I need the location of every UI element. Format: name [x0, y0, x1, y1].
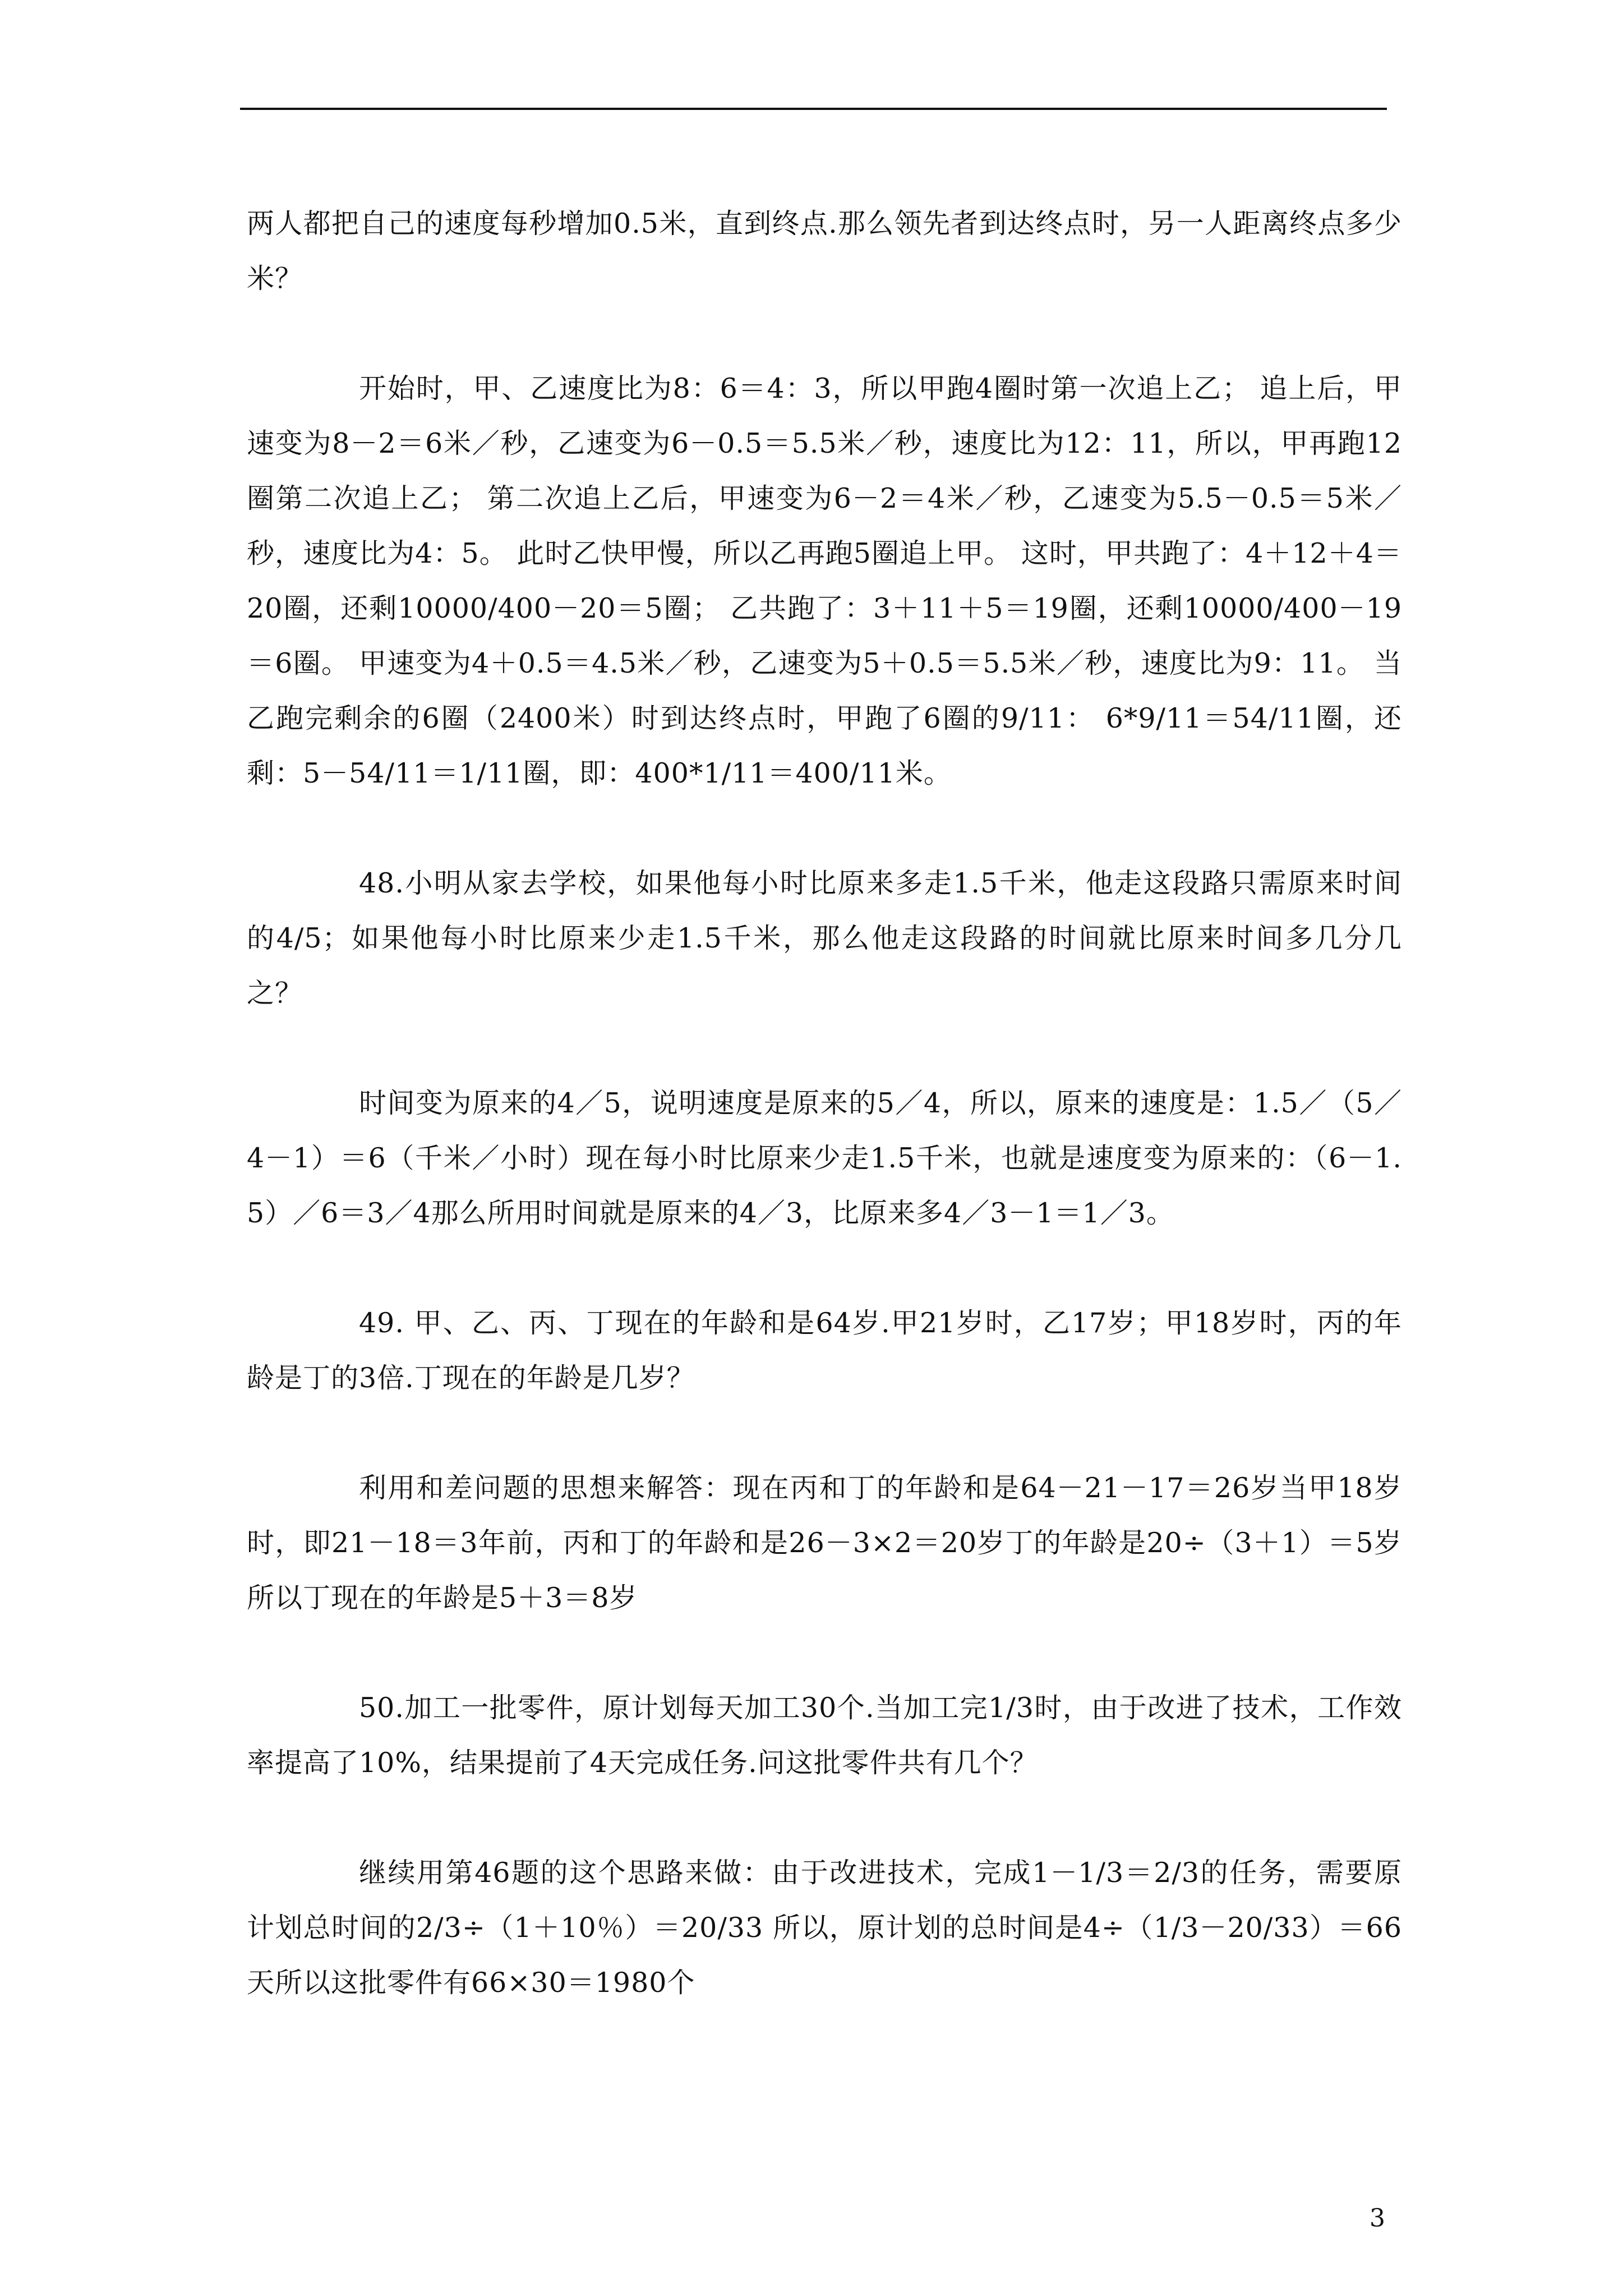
paragraph-answer-47: 开始时，甲、乙速度比为8：6＝4：3，所以甲跑4圈时第一次追上乙； 追上后，甲速变为8－2＝6米／秒，乙速变为6－0.5＝5.5米／秒，速度比为12：11，所以，甲再跑12圈第二次追上乙； 第二次追上乙后，甲速变为6－2＝4米／秒，乙速变为5.5－0.5＝5米／秒，速度比为4：5。 此时乙快甲慢，所以乙再跑5圈追上甲。 这时，甲共跑了：4＋12＋4＝20圈，还剩10000/400－20＝5圈； 乙共跑了：3＋11＋5＝19圈，还剩10000/400－19＝6圈。 甲速变为4＋0.5＝4.5米／秒，乙速变为5＋0.5＝5.5米／秒，速度比为9：11。 当乙跑完剩余的6圈（2400米）时到达终点时，甲跑了6圈的9/11： 6*9/11＝54/11圈，还剩：5－54/11＝1/11圈，即：400*1/11＝400/11米。: [247, 372, 1402, 789]
header-rule: [240, 108, 1387, 110]
document-body: [247, 196, 1402, 2065]
paragraph-answer-49: 利用和差问题的思想来解答：现在丙和丁的年龄和是64－21－17＝26岁当甲18岁时，即21－18＝3年前，丙和丁的年龄和是26－3×2＝20岁丁的年龄是20÷（3＋1）＝5岁 所以丁现在的年龄是5＋3＝8岁: [247, 1472, 1402, 1614]
paragraph-answer-50: 继续用第46题的这个思路来做：由于改进技术，完成1－1/3＝2/3的任务，需要原计划总时间的2/3÷（1＋10％）＝20/33 所以，原计划的总时间是4÷（1/3－20/33）＝66天所以这批零件有66×30＝1980个: [247, 1857, 1402, 1999]
page-number: 3: [1370, 2204, 1385, 2233]
paragraph-continuation: 两人都把自己的速度每秒增加0.5米，直到终点.那么领先者到达终点时，另一人距离终点多少米？: [247, 208, 1402, 295]
paragraph-answer-48: 时间变为原来的4／5，说明速度是原来的5／4，所以，原来的速度是：1.5／（5／4－1）＝6（千米／小时）现在每小时比原来少走1.5千米，也就是速度变为原来的：（6－1.5）／6＝3／4那么所用时间就是原来的4／3，比原来多4／3－1＝1／3。: [247, 1087, 1402, 1229]
paragraph-question-49: 49. 甲、乙、丙、丁现在的年龄和是64岁.甲21岁时，乙17岁；甲18岁时，丙的年龄是丁的3倍.丁现在的年龄是几岁？: [247, 1307, 1402, 1394]
paragraph-question-50: 50.加工一批零件，原计划每天加工30个.当加工完1/3时，由于改进了技术，工作效率提高了10%，结果提前了4天完成任务.问这批零件共有几个？: [247, 1692, 1402, 1779]
paragraph-question-48: 48.小明从家去学校，如果他每小时比原来多走1.5千米，他走这段路只需原来时间的4/5；如果他每小时比原来少走1.5千米，那么他走这段路的时间就比原来时间多几分几之？: [247, 867, 1402, 1009]
